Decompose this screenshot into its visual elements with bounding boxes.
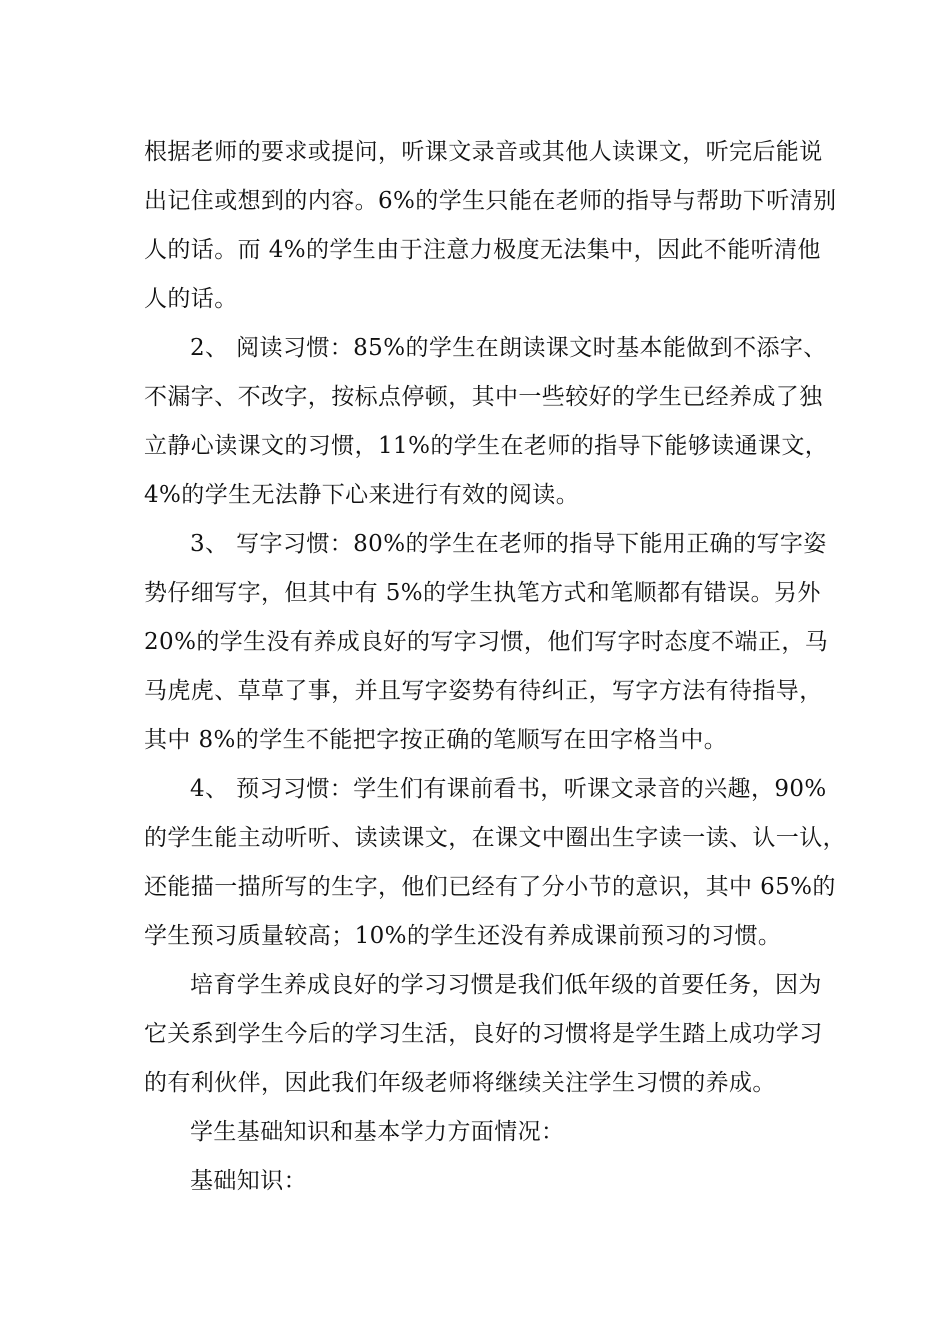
text-line: 马虎虎、草草了事，并且写字姿势有待纠正，写字方法有待指导， (144, 678, 823, 704)
section-heading: 学生基础知识和基本学力方面情况： (190, 1119, 565, 1145)
text-line: 4%的学生无法静下心来进行有效的阅读。 (144, 482, 580, 508)
paragraph-start-preview: 4、 预习习惯：学生们有课前看书，听课文录音的兴趣，90% (190, 776, 827, 802)
text-line: 20%的学生没有养成良好的写字习惯，他们写字时态度不端正，马 (144, 629, 829, 655)
text-line: 的学生能主动听听、读读课文，在课文中圈出生字读一读、认一认， (144, 825, 846, 851)
text-line: 人的话。而 4%的学生由于注意力极度无法集中，因此不能听清他 (144, 237, 821, 263)
text-line: 它关系到学生今后的学习生活，良好的习惯将是学生踏上成功学习 (144, 1021, 823, 1047)
text-line: 的有利伙伴，因此我们年级老师将继续关注学生习惯的养成。 (144, 1070, 776, 1096)
text-line: 立静心读课文的习惯，11%的学生在老师的指导下能够读通课文， (144, 433, 829, 459)
text-line: 根据老师的要求或提问，听课文录音或其他人读课文，听完后能说 (144, 139, 823, 165)
text-line: 人的话。 (144, 286, 238, 312)
paragraph-start-summary: 培育学生养成良好的学习习惯是我们低年级的首要任务，因为 (190, 972, 822, 998)
paragraph-start-reading: 2、 阅读习惯：85%的学生在朗读课文时基本能做到不添字、 (190, 335, 827, 361)
text-line: 不漏字、不改字，按标点停顿，其中一些较好的学生已经养成了独 (144, 384, 823, 410)
paragraph-start-writing: 3、 写字习惯：80%的学生在老师的指导下能用正确的写字姿 (190, 531, 827, 557)
text-line: 势仔细写字，但其中有 5%的学生执笔方式和笔顺都有错误。另外 (144, 580, 821, 606)
text-line: 出记住或想到的内容。6%的学生只能在老师的指导与帮助下听清别 (144, 188, 837, 214)
text-line: 还能描一描所写的生字，他们已经有了分小节的意识，其中 65%的 (144, 874, 836, 900)
text-line: 其中 8%的学生不能把字按正确的笔顺写在田字格当中。 (144, 727, 728, 753)
subsection-heading: 基础知识： (190, 1168, 307, 1194)
text-line: 学生预习质量较高；10%的学生还没有养成课前预习的习惯。 (144, 923, 782, 949)
